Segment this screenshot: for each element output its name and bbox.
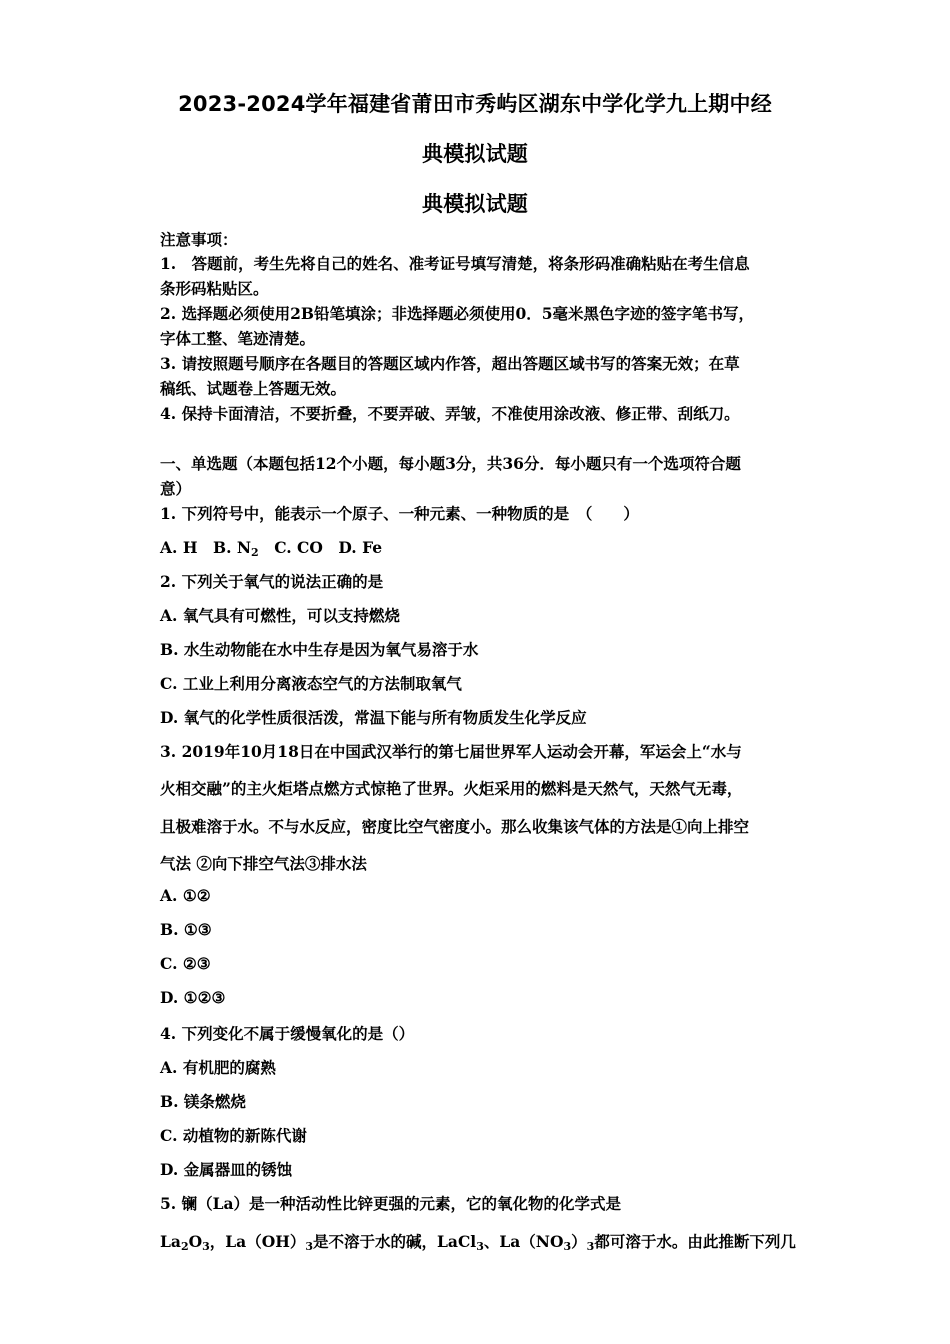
subscript: 3 bbox=[476, 1240, 484, 1253]
notice-item: 1. 答题前，考生先将自己的姓名、准考证号填写清楚，将条形码准确粘贴在考生信息 bbox=[160, 254, 750, 273]
question-4-stem: 4. 下列变化不属于缓慢氧化的是（） bbox=[160, 1024, 415, 1043]
question-4-option-a: A. 有机肥的腐熟 bbox=[160, 1058, 276, 1077]
question-4-option-c: C. 动植物的新陈代谢 bbox=[160, 1126, 307, 1145]
q1-option-text: C. CO D. Fe bbox=[258, 538, 383, 557]
question-3-stem: 气法 ②向下排空气法③排水法 bbox=[160, 854, 367, 873]
question-3-option-a: A. ①② bbox=[160, 886, 211, 905]
question-2-stem: 2. 下列关于氧气的说法正确的是 bbox=[160, 572, 384, 591]
notice-heading: 注意事项： bbox=[160, 230, 238, 249]
notice-item: 4. 保持卡面清洁，不要折叠，不要弄破、弄皱，不准使用涂改液、修正带、刮纸刀。 bbox=[160, 404, 740, 423]
page-title-line-2: 典模拟试题 bbox=[422, 142, 528, 166]
subscript: 2 bbox=[251, 546, 259, 559]
text: O bbox=[188, 1232, 203, 1251]
question-2-option-c: C. 工业上利用分离液态空气的方法制取氧气 bbox=[160, 674, 462, 693]
text: ，La（OH） bbox=[209, 1232, 306, 1251]
notice-item: 字体工整、笔迹清楚。 bbox=[160, 329, 316, 348]
section-heading: 一、单选题（本题包括12个小题，每小题3分，共36分．每小题只有一个选项符合题 bbox=[160, 454, 741, 473]
section-heading-cont: 意） bbox=[160, 479, 192, 498]
question-2-option-d: D. 氧气的化学性质很活泼，常温下能与所有物质发生化学反应 bbox=[160, 708, 587, 727]
question-4-option-b: B. 镁条燃烧 bbox=[160, 1092, 246, 1111]
notice-item: 稿纸、试题卷上答题无效。 bbox=[160, 379, 347, 398]
subscript: 3 bbox=[305, 1240, 314, 1253]
q1-option-text: A. H B. N bbox=[160, 538, 252, 557]
question-2-option-b: B. 水生动物能在水中生存是因为氧气易溶于水 bbox=[160, 640, 479, 659]
subscript: 2 bbox=[180, 1240, 189, 1253]
question-5-formula-line bbox=[160, 1230, 796, 1253]
text: La bbox=[160, 1232, 181, 1251]
question-3-stem: 3. 2019年10月18日在中国武汉举行的第七届世界军人运动会开幕，军运会上“水与 bbox=[160, 742, 742, 761]
notice-item: 2. 选择题必须使用2B铅笔填涂；非选择题必须使用0．5毫米黑色字迹的签字笔书写， bbox=[160, 304, 755, 323]
notice-item: 3. 请按照题号顺序在各题目的答题区域内作答，超出答题区域书写的答案无效；在草 bbox=[160, 354, 740, 373]
question-1-stem: 1. 下列符号中，能表示一个原子、一种元素、一种物质的是 （ ） bbox=[160, 504, 639, 523]
text: ） bbox=[571, 1232, 587, 1251]
question-1-options bbox=[160, 536, 382, 559]
question-3-stem: 火相交融”的主火炬塔点燃方式惊艳了世界。火炬采用的燃料是天然气，天然气无毒， bbox=[160, 779, 743, 798]
text: 是不溶于水的碱，LaCl bbox=[313, 1232, 477, 1251]
question-3-option-d: D. ①②③ bbox=[160, 988, 226, 1007]
subscript: 3 bbox=[586, 1240, 595, 1253]
notice-item: 条形码粘贴区。 bbox=[160, 279, 269, 298]
question-5-stem: 5. 镧（La）是一种活动性比锌更强的元素，它的氧化物的化学式是 bbox=[160, 1194, 622, 1213]
page-title-line-3: 典模拟试题 bbox=[422, 192, 528, 216]
page-title-line-1: 2023-2024学年福建省莆田市秀屿区湖东中学化学九上期中经 bbox=[178, 92, 772, 116]
question-3-option-c: C. ②③ bbox=[160, 954, 211, 973]
question-2-option-a: A. 氧气具有可燃性，可以支持燃烧 bbox=[160, 606, 400, 625]
question-3-stem: 且极难溶于水。不与水反应，密度比空气密度小。那么收集该气体的方法是①向上排空 bbox=[160, 817, 750, 836]
subscript: 3 bbox=[202, 1240, 210, 1253]
text: 都可溶于水。由此推断下列几 bbox=[594, 1232, 796, 1251]
text: 、La（NO bbox=[483, 1232, 564, 1251]
question-3-option-b: B. ①③ bbox=[160, 920, 212, 939]
question-4-option-d: D. 金属器皿的锈蚀 bbox=[160, 1160, 293, 1179]
subscript: 3 bbox=[563, 1240, 572, 1253]
